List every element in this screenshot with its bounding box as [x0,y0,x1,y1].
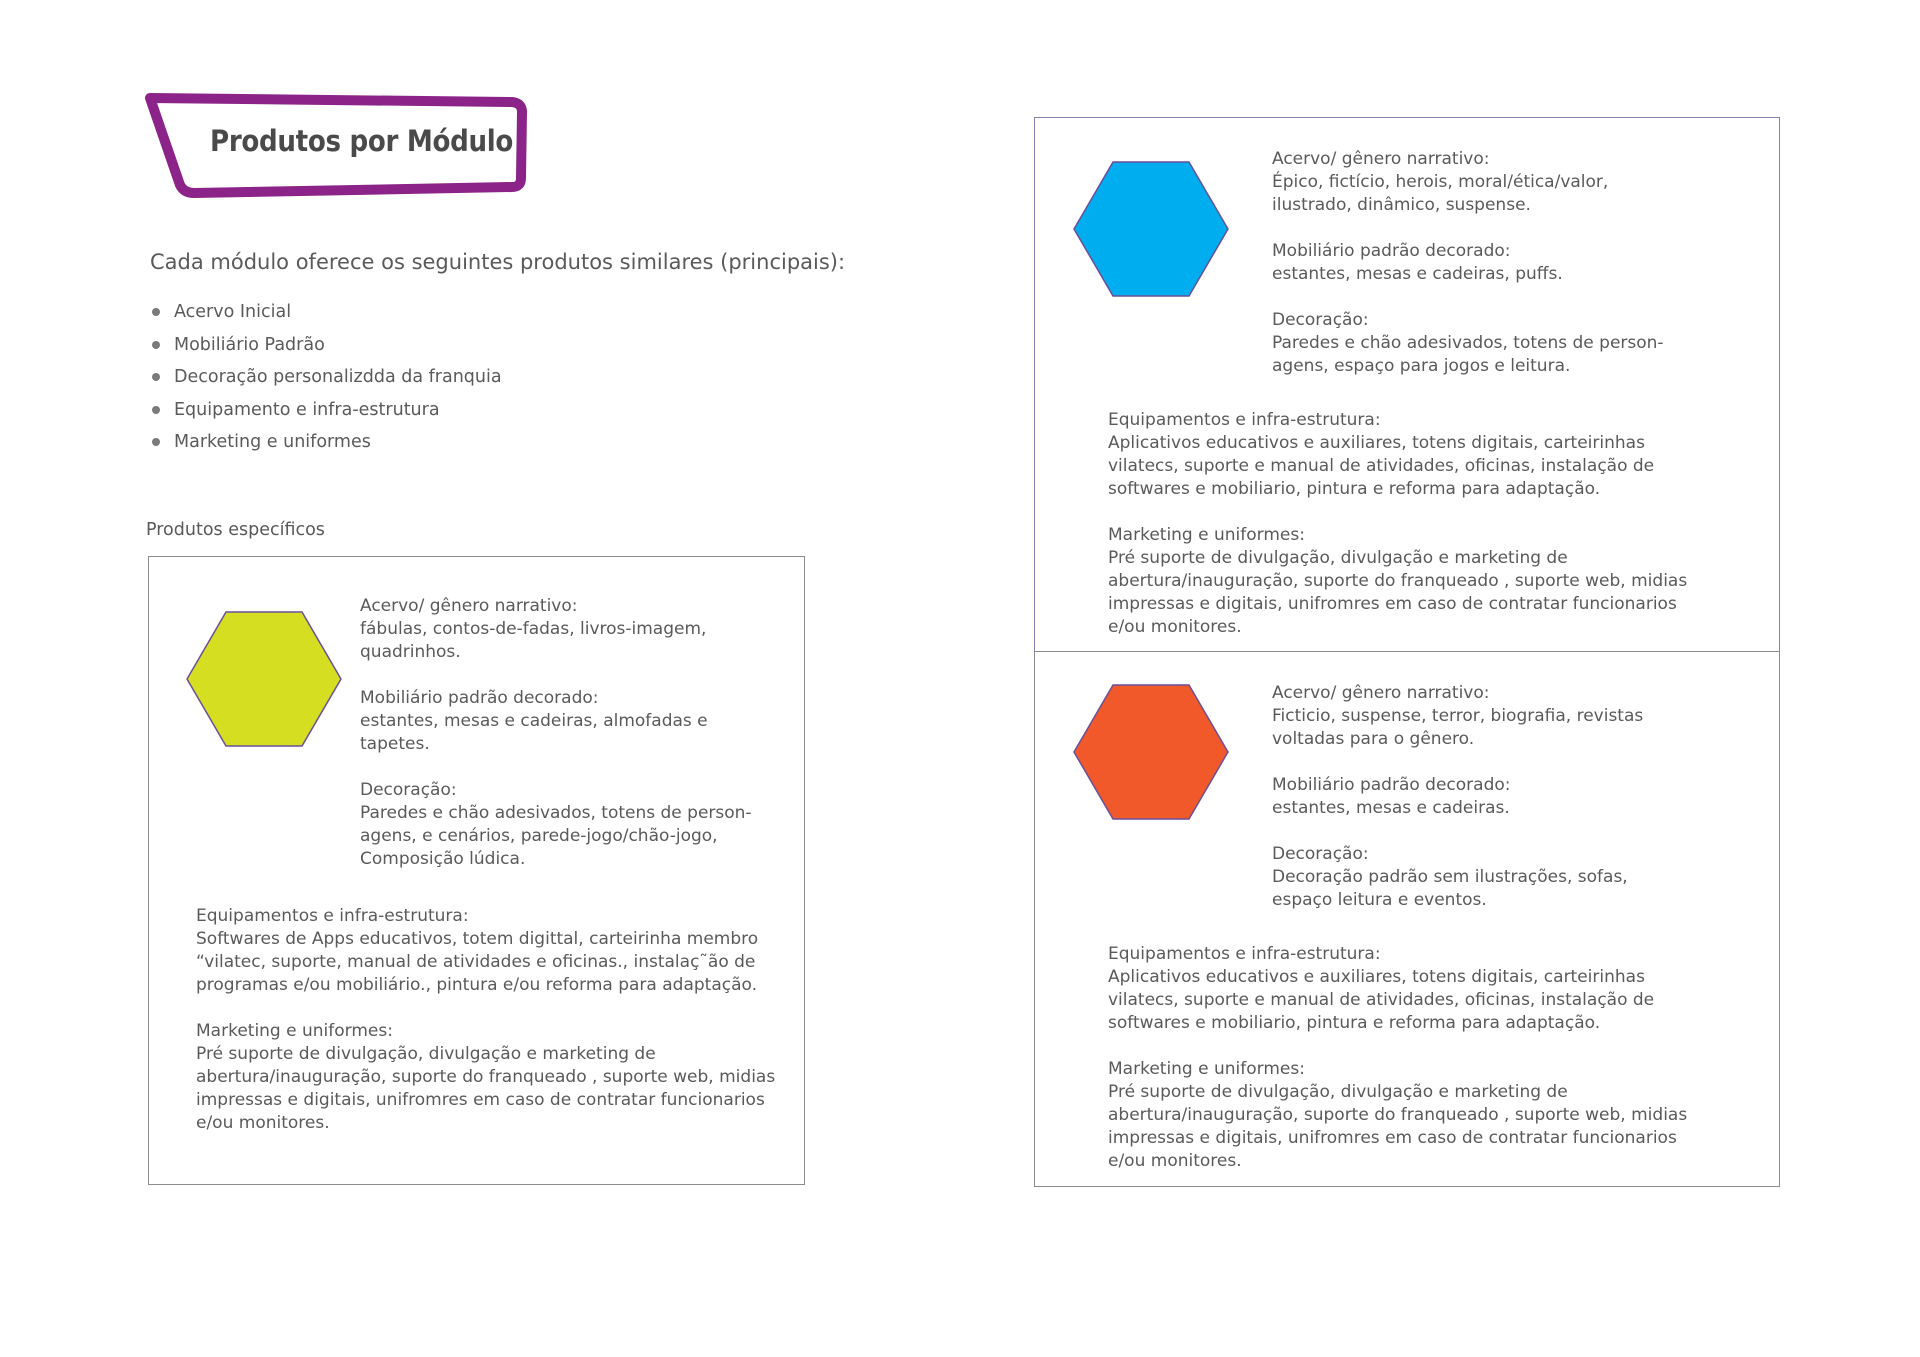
text-line: softwares e mobiliario, pintura e reforma para adaptação. [1108,1013,1601,1033]
text-line: Ficticio, suspense, terror, biografia, revistas [1272,706,1644,726]
text-line: Pré suporte de divulgação, divulgação e marketing de [1108,548,1568,568]
text-line: Equipamentos e infra-estrutura: [1108,410,1381,430]
module-details-bottom [1108,409,1687,639]
text-line: ilustrado, dinâmico, suspense. [1272,195,1531,215]
text-line: tapetes. [360,734,430,754]
text-line: estantes, mesas e cadeiras, puffs. [1272,264,1563,284]
text-line: Épico, fictício, herois, moral/ética/valor, [1272,172,1609,192]
text-line: fábulas, contos-de-fadas, livros-imagem, [360,619,707,639]
text-line: e/ou monitores. [1108,1151,1242,1171]
line-gap [196,997,775,1020]
text-line: impressas e digitais, unifromres em caso de contratar funcionarios [1108,1128,1677,1148]
line-gap [1272,286,1664,309]
text-line: Paredes e chão adesivados, totens de person- [1272,333,1664,353]
text-line: Mobiliário padrão decorado: [1272,241,1511,261]
hexagon-icon-blue [1073,161,1229,297]
text-line: Paredes e chão adesivados, totens de person- [360,803,752,823]
text-line: Decoração: [1272,844,1369,864]
text-line: estantes, mesas e cadeiras. [1272,798,1510,818]
text-line: Composição lúdica. [360,849,526,869]
module-details-top [360,595,752,871]
text-line: vilatecs, suporte e manual de atividades, oficinas, instalação de [1108,456,1655,476]
text-line: Marketing e uniformes: [1108,525,1305,545]
text-line: Mobiliário padrão decorado: [360,688,599,708]
text-line: Equipamentos e infra-estrutura: [1108,944,1381,964]
list-item: Decoração personalizdda da franquia [152,364,502,397]
line-gap [360,756,752,779]
main-products-list [152,299,502,462]
module-card-yellow [148,556,805,1185]
line-gap [1272,217,1664,240]
text-line: abertura/inauguração, suporte do franqueado , suporte web, midias [196,1067,776,1087]
text-line: Marketing e uniformes: [196,1021,393,1041]
line-gap [1272,820,1643,843]
text-line: e/ou monitores. [1108,617,1242,637]
text-line: agens, e cenários, parede-jogo/chão-jogo, [360,826,718,846]
text-line: espaço leitura e eventos. [1272,890,1487,910]
text-line: impressas e digitais, unifromres em caso de contratar funcionarios [196,1090,765,1110]
line-gap [1272,751,1643,774]
text-line: “vilatec, suporte, manual de atividades e oficinas., instalaç˜ão de [196,952,756,972]
text-line: Acervo/ gênero narrativo: [1272,683,1490,703]
text-line: impressas e digitais, unifromres em caso de contratar funcionarios [1108,594,1677,614]
list-item: Equipamento e infra-estrutura [152,397,502,430]
list-item: Acervo Inicial [152,299,502,332]
text-line: Decoração padrão sem ilustrações, sofas, [1272,867,1628,887]
module-details-bottom [196,905,775,1135]
text-line: Marketing e uniformes: [1108,1059,1305,1079]
text-line: Mobiliário padrão decorado: [1272,775,1511,795]
module-details-top [1272,682,1643,912]
hexagon-icon-yellow [186,611,342,747]
line-gap [1108,501,1687,524]
module-details-top [1272,148,1664,378]
line-gap [1108,1035,1687,1058]
list-item: Marketing e uniformes [152,429,502,462]
text-line: Softwares de Apps educativos, totem digittal, carteirinha membro [196,929,759,949]
section-heading: Produtos específicos [146,520,325,540]
line-gap [360,664,752,687]
text-line: Acervo/ gênero narrativo: [360,596,578,616]
module-card-orange [1034,651,1780,1187]
text-line: Decoração: [360,780,457,800]
text-line: agens, espaço para jogos e leitura. [1272,356,1571,376]
text-line: programas e/ou mobiliário., pintura e/ou reforma para adaptação. [196,975,757,995]
module-card-blue [1034,117,1780,653]
text-line: softwares e mobiliario, pintura e reforma para adaptação. [1108,479,1601,499]
text-line: Pré suporte de divulgação, divulgação e marketing de [1108,1082,1568,1102]
text-line: voltadas para o gênero. [1272,729,1475,749]
text-line: abertura/inauguração, suporte do franqueado , suporte web, midias [1108,571,1688,591]
text-line: vilatecs, suporte e manual de atividades, oficinas, instalação de [1108,990,1655,1010]
module-details-bottom [1108,943,1687,1173]
text-line: quadrinhos. [360,642,461,662]
hexagon-icon-orange [1073,684,1229,820]
text-line: Equipamentos e infra-estrutura: [196,906,469,926]
intro-text: Cada módulo oferece os seguintes produtos similares (principais): [150,250,846,274]
text-line: estantes, mesas e cadeiras, almofadas e [360,711,708,731]
text-line: e/ou monitores. [196,1113,330,1133]
text-line: Pré suporte de divulgação, divulgação e marketing de [196,1044,656,1064]
page-title: Produtos por Módulo [210,124,514,158]
text-line: Aplicativos educativos e auxiliares, totens digitais, carteirinhas [1108,433,1645,453]
text-line: Aplicativos educativos e auxiliares, totens digitais, carteirinhas [1108,967,1645,987]
text-line: abertura/inauguração, suporte do franqueado , suporte web, midias [1108,1105,1688,1125]
text-line: Decoração: [1272,310,1369,330]
text-line: Acervo/ gênero narrativo: [1272,149,1490,169]
list-item: Mobiliário Padrão [152,332,502,365]
